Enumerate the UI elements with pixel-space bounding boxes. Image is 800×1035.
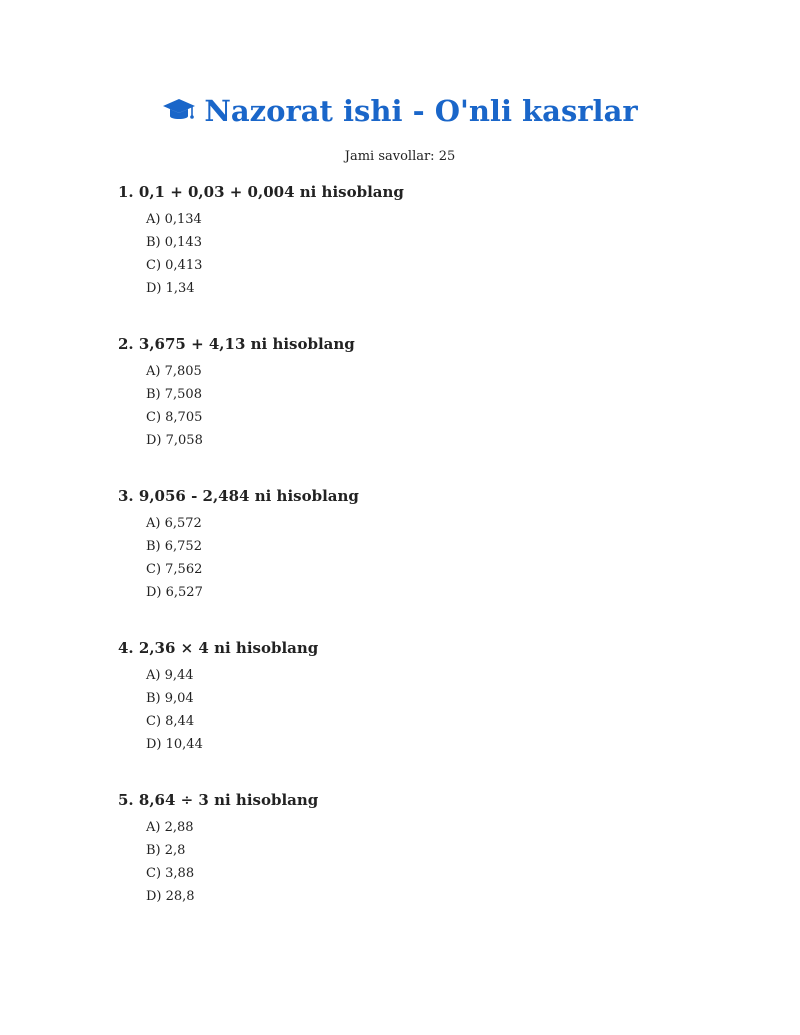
question-count: Jami savollar: 25 bbox=[344, 149, 456, 164]
option-b: B) 7,508 bbox=[146, 387, 202, 402]
option-a: A) 2,88 bbox=[146, 820, 194, 835]
question-block bbox=[118, 334, 718, 452]
option-a: A) 0,134 bbox=[146, 212, 202, 227]
options-list bbox=[118, 360, 718, 452]
option-c: C) 7,562 bbox=[146, 562, 203, 577]
option-c: C) 3,88 bbox=[146, 866, 195, 881]
question-text: 2. 3,675 + 4,13 ni hisoblang bbox=[118, 335, 355, 353]
options-list bbox=[118, 816, 718, 908]
question-text: 5. 8,64 ÷ 3 ni hisoblang bbox=[118, 791, 319, 809]
options-list bbox=[118, 208, 718, 300]
graduation-cap-icon bbox=[162, 95, 196, 131]
option-c: C) 0,413 bbox=[146, 258, 203, 273]
option-b: B) 0,143 bbox=[146, 235, 202, 250]
options-list bbox=[118, 664, 718, 756]
option-a: A) 9,44 bbox=[146, 668, 194, 683]
title-text: Nazorat ishi - O'nli kasrlar bbox=[204, 94, 638, 128]
option-b: B) 6,752 bbox=[146, 539, 202, 554]
option-d: D) 1,34 bbox=[146, 281, 195, 296]
option-d: D) 7,058 bbox=[146, 433, 203, 448]
question-block bbox=[118, 790, 718, 908]
page-title bbox=[0, 93, 800, 131]
options-list bbox=[118, 512, 718, 604]
option-b: B) 9,04 bbox=[146, 691, 194, 706]
option-c: C) 8,705 bbox=[146, 410, 203, 425]
question-text: 4. 2,36 × 4 ni hisoblang bbox=[118, 639, 319, 657]
option-d: D) 28,8 bbox=[146, 889, 195, 904]
option-b: B) 2,8 bbox=[146, 843, 186, 858]
option-d: D) 6,527 bbox=[146, 585, 203, 600]
question-block bbox=[118, 182, 718, 300]
question-block bbox=[118, 638, 718, 756]
option-d: D) 10,44 bbox=[146, 737, 203, 752]
question-text: 1. 0,1 + 0,03 + 0,004 ni hisoblang bbox=[118, 183, 404, 201]
question-text: 3. 9,056 - 2,484 ni hisoblang bbox=[118, 487, 359, 505]
option-c: C) 8,44 bbox=[146, 714, 195, 729]
question-block bbox=[118, 486, 718, 604]
option-a: A) 7,805 bbox=[146, 364, 202, 379]
option-a: A) 6,572 bbox=[146, 516, 202, 531]
